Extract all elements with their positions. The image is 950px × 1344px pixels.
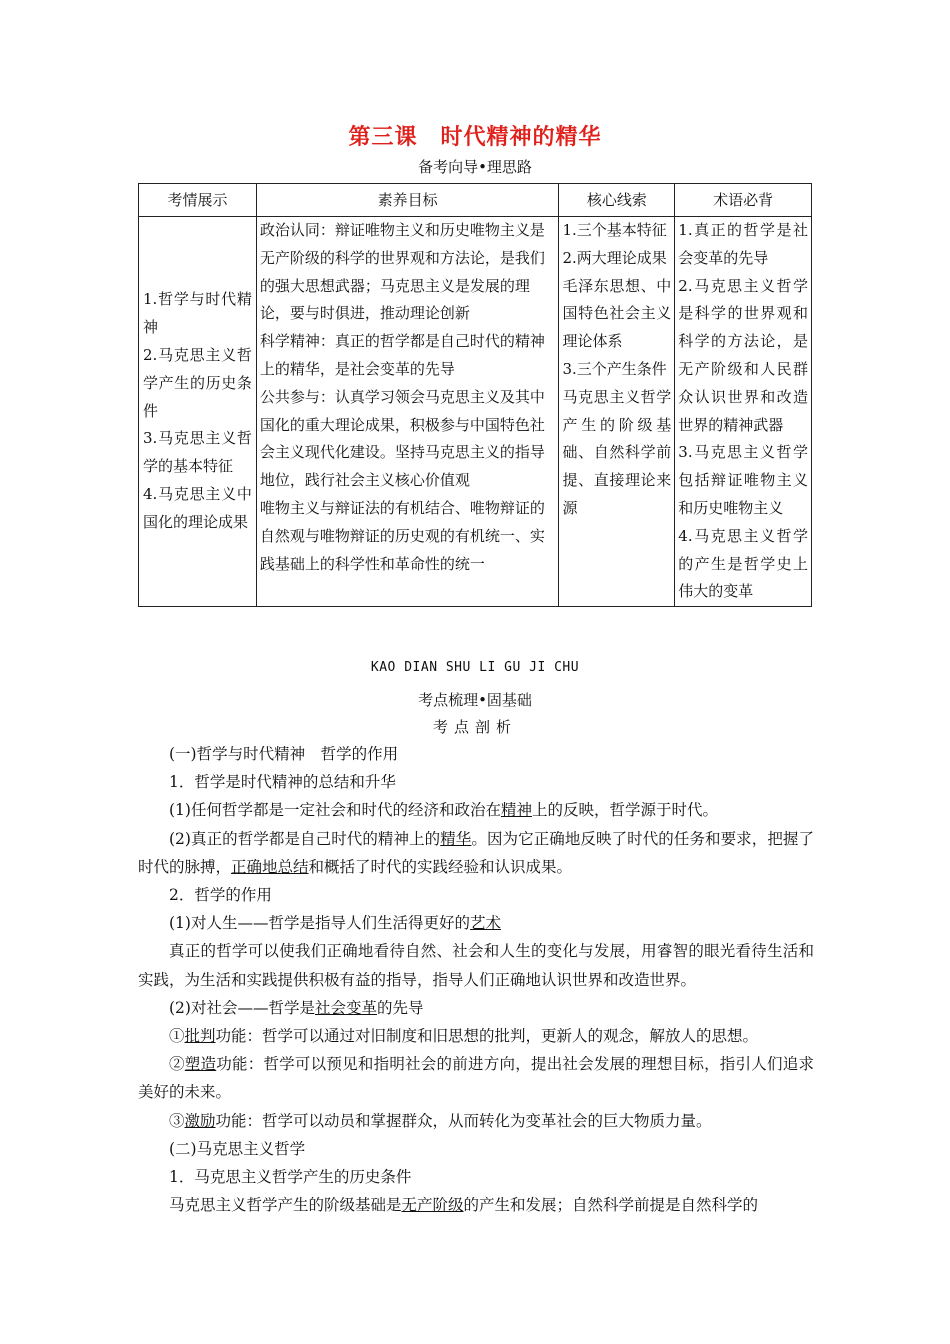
- clue-item: 马克思主义哲学产生的阶级基础、自然科学前提、直接理论来源: [562, 387, 672, 517]
- goal-item: 唯物主义与辩证法的有机结合、唯物辩证的自然观与唯物辩证的历史观的有机统一、实践基础上的科学性和革命性的统一: [259, 498, 545, 573]
- fill-answer: 批判: [184, 1027, 216, 1046]
- header-terms: 术语必背: [675, 184, 812, 217]
- section-subheading: 考点剖析: [432, 718, 517, 736]
- body-text: [138, 740, 814, 1219]
- clues-cell: [559, 217, 675, 607]
- exam-item: 3.马克思主义哲学的基本特征: [143, 429, 252, 476]
- exam-item: 4.马克思主义中国化的理论成果: [143, 485, 252, 531]
- term-item: 3.马克思主义哲学包括辩证唯物主义和历史唯物主义: [678, 443, 808, 517]
- exam-cell: [139, 217, 257, 607]
- fill-answer: 激励: [184, 1111, 216, 1130]
- goal-item: 政治认同：辩证唯物主义和历史唯物主义是无产阶级的科学的世界观和方法论，是我们的强大思想武器；马克思主义是发展的理论，要与时俱进，推动理论创新: [259, 221, 545, 323]
- clue-item: 3.三个产生条件: [562, 359, 667, 378]
- clue-item: 2.两大理论成果: [562, 248, 667, 267]
- term-item: 4.马克思主义哲学的产生是哲学史上伟大的变革: [678, 526, 808, 601]
- paragraph: (2)真正的哲学都是自己时代的精神上的精华。因为它正确地反映了时代的任务和要求，把握了时代的脉搏，正确地总结和概括了时代的实践经验和认识成果。: [138, 829, 814, 876]
- table-header-row: [139, 184, 812, 217]
- header-clues: 核心线索: [559, 184, 675, 217]
- header-goals: 素养目标: [256, 184, 559, 217]
- exam-item: 1.哲学与时代精神: [143, 290, 252, 337]
- fill-answer: 社会变革: [314, 998, 377, 1017]
- section-heading: 考点梳理•固基础: [418, 691, 532, 709]
- table-row: [139, 217, 812, 607]
- clue-item: 1.三个基本特征: [562, 221, 667, 239]
- term-item: 2.马克思主义哲学是科学的世界观和科学的方法论，是无产阶级和人民群众认识世界和改造世界的精神武器: [678, 276, 808, 434]
- goal-item: 公共参与：认真学习领会马克思主义及其中国化的重大理论成果，积极参与中国特色社会主义现代化建设。坚持马克思主义的指导地位，践行社会主义核心价值观: [259, 387, 545, 490]
- fill-answer: 正确地总结: [231, 857, 309, 876]
- paragraph: 马克思主义哲学产生的阶级基础是无产阶级的产生和发展；自然科学前提是自然科学的: [169, 1196, 759, 1215]
- paragraph: (一)哲学与时代精神 哲学的作用: [169, 745, 399, 763]
- guide-heading: 备考向导•理思路: [418, 158, 532, 176]
- paragraph: 1．马克思主义哲学产生的历史条件: [169, 1168, 412, 1187]
- paragraph: ③激励功能：哲学可以动员和掌握群众，从而转化为变革社会的巨大物质力量。: [169, 1111, 712, 1130]
- paragraph: (1)对人生——哲学是指导人们生活得更好的艺术: [169, 914, 501, 933]
- term-item: 1.真正的哲学是社会变革的先导: [678, 221, 808, 267]
- lesson-title: 第三课 时代精神的精华: [348, 125, 602, 150]
- fill-answer: 塑造: [184, 1055, 217, 1074]
- paragraph: 真正的哲学可以使我们正确地看待自然、社会和人生的变化与发展，用睿智的眼光看待生活和实践，为生活和实践提供积极有益的指导，指导人们正确地认识世界和改造世界。: [138, 942, 814, 989]
- fill-answer: 精神: [500, 801, 532, 820]
- paragraph: 2．哲学的作用: [169, 886, 272, 905]
- paragraph: ②塑造功能：哲学可以预见和指明社会的前进方向，提出社会发展的理想目标，指引人们追求美好的未来。: [138, 1055, 814, 1102]
- paragraph: (1)任何哲学都是一定社会和时代的经济和政治在精神上的反映，哲学源于时代。: [169, 801, 718, 820]
- exam-item: 2.马克思主义哲学产生的历史条件: [143, 346, 252, 420]
- header-exam: 考情展示: [139, 184, 257, 217]
- paragraph: (二)马克思主义哲学: [169, 1139, 306, 1158]
- terms-cell: [675, 217, 812, 607]
- paragraph: 1．哲学是时代精神的总结和升华: [169, 773, 396, 792]
- fill-answer: 艺术: [469, 914, 501, 933]
- paragraph: (2)对社会——哲学是社会变革的先导: [169, 998, 424, 1017]
- pinyin-heading: KAO DIAN SHU LI GU JI CHU: [370, 660, 580, 675]
- clue-item: 毛泽东思想、中国特色社会主义理论体系: [562, 276, 672, 351]
- fill-answer: 无产阶级: [401, 1196, 464, 1215]
- goal-item: 科学精神：真正的哲学都是自己时代的精神上的精华，是社会变革的先导: [259, 332, 545, 378]
- fill-answer: 精华: [440, 829, 472, 848]
- goals-cell: [256, 217, 559, 607]
- guide-table: [138, 183, 812, 607]
- paragraph: ①批判功能：哲学可以通过对旧制度和旧思想的批判，更新人的观念，解放人的思想。: [169, 1027, 759, 1046]
